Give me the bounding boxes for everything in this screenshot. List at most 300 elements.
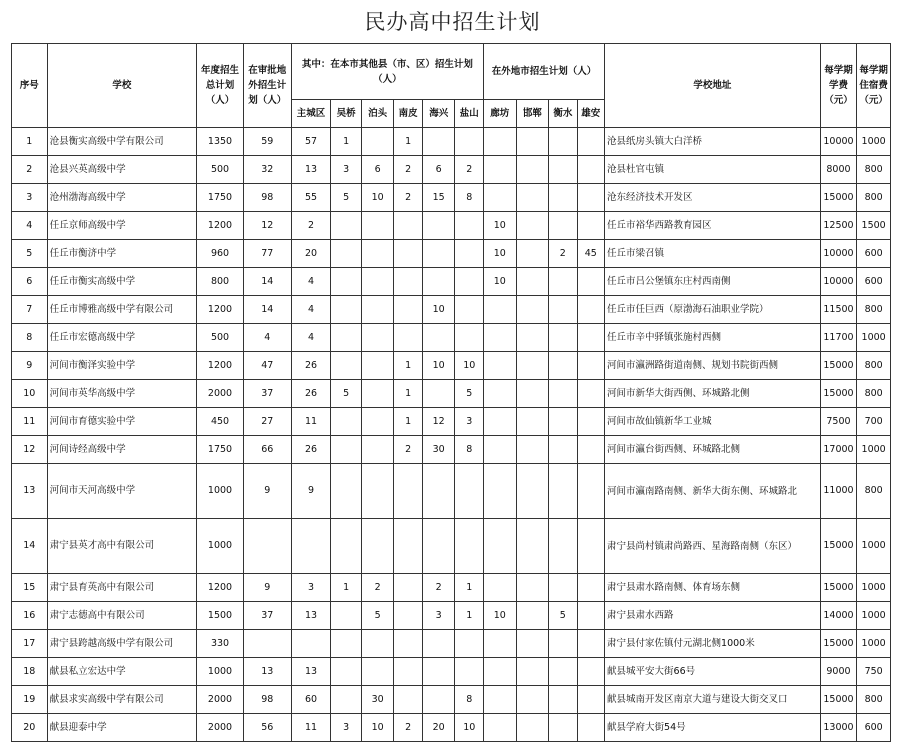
- region-count: [394, 686, 422, 714]
- header-other-city-group: 在外地市招生计划（人）: [484, 44, 605, 100]
- row-index: 7: [12, 296, 48, 324]
- region-count: [549, 714, 577, 742]
- region-count: [422, 212, 455, 240]
- outside-plan: [243, 630, 291, 658]
- table-row: [12, 296, 891, 324]
- school-address: 肃宁县肃水西路: [605, 602, 821, 630]
- region-count: 13: [291, 156, 331, 184]
- table-row: [12, 464, 891, 519]
- outside-plan: 14: [243, 268, 291, 296]
- region-count: 2: [549, 240, 577, 268]
- region-count: 6: [422, 156, 455, 184]
- page-title: 民办高中招生计划: [364, 10, 541, 34]
- region-count: 2: [455, 156, 484, 184]
- outside-plan: 32: [243, 156, 291, 184]
- region-count: [549, 464, 577, 519]
- region-count: 10: [484, 268, 517, 296]
- region-count: 30: [422, 436, 455, 464]
- region-count: [577, 352, 604, 380]
- region-count: 10: [422, 352, 455, 380]
- row-index: 3: [12, 184, 48, 212]
- tuition-fee: 11000: [820, 464, 857, 519]
- region-count: 10: [361, 714, 394, 742]
- region-count: [331, 352, 362, 380]
- school-name: 献县迎泰中学: [47, 714, 197, 742]
- region-count: [516, 630, 549, 658]
- region-count: [549, 408, 577, 436]
- region-count: 10: [484, 602, 517, 630]
- table-row: [12, 519, 891, 574]
- school-address: 河间市瀛南路南侧、新华大街东侧、环城路北: [605, 464, 821, 519]
- region-count: [549, 268, 577, 296]
- region-count: 11: [291, 408, 331, 436]
- region-count: [361, 212, 394, 240]
- row-index: 9: [12, 352, 48, 380]
- region-count: [361, 268, 394, 296]
- region-count: [331, 408, 362, 436]
- region-count: [331, 324, 362, 352]
- region-count: [484, 436, 517, 464]
- row-index: 10: [12, 380, 48, 408]
- outside-plan: 56: [243, 714, 291, 742]
- annual-plan: 1500: [197, 602, 244, 630]
- annual-plan: 1200: [197, 574, 244, 602]
- region-count: 3: [455, 408, 484, 436]
- region-count: [455, 128, 484, 156]
- row-index: 5: [12, 240, 48, 268]
- outside-plan: 4: [243, 324, 291, 352]
- table-row: [12, 184, 891, 212]
- region-count: [577, 268, 604, 296]
- header-region-8: 衡水: [549, 100, 577, 128]
- table-row: [12, 380, 891, 408]
- boarding-fee: 1000: [857, 436, 891, 464]
- annual-plan: 1750: [197, 184, 244, 212]
- tuition-fee: 10000: [820, 240, 857, 268]
- region-count: [577, 436, 604, 464]
- annual-plan: 1000: [197, 658, 244, 686]
- annual-plan: 330: [197, 630, 244, 658]
- row-index: 2: [12, 156, 48, 184]
- region-count: [577, 296, 604, 324]
- region-count: 5: [331, 184, 362, 212]
- region-count: [516, 714, 549, 742]
- header-region-7: 邯郸: [516, 100, 549, 128]
- region-count: [549, 296, 577, 324]
- region-count: [331, 296, 362, 324]
- region-count: [549, 630, 577, 658]
- region-count: [361, 324, 394, 352]
- outside-plan: 98: [243, 184, 291, 212]
- tuition-fee: 15000: [820, 574, 857, 602]
- region-count: 57: [291, 128, 331, 156]
- region-count: [455, 240, 484, 268]
- header-region-9: 雄安: [577, 100, 604, 128]
- region-count: 26: [291, 380, 331, 408]
- region-count: [516, 128, 549, 156]
- header-index: 序号: [12, 44, 48, 128]
- boarding-fee: 600: [857, 714, 891, 742]
- region-count: 1: [394, 128, 422, 156]
- region-count: [577, 630, 604, 658]
- row-index: 1: [12, 128, 48, 156]
- table-row: [12, 630, 891, 658]
- annual-plan: 2000: [197, 686, 244, 714]
- table-row: [12, 686, 891, 714]
- boarding-fee: 1000: [857, 630, 891, 658]
- tuition-fee: 10000: [820, 268, 857, 296]
- region-count: [516, 602, 549, 630]
- region-count: [422, 519, 455, 574]
- region-count: 3: [291, 574, 331, 602]
- region-count: 1: [331, 128, 362, 156]
- boarding-fee: 800: [857, 380, 891, 408]
- region-count: [331, 519, 362, 574]
- region-count: 8: [455, 436, 484, 464]
- region-count: [331, 686, 362, 714]
- region-count: 5: [331, 380, 362, 408]
- region-count: 15: [422, 184, 455, 212]
- region-count: [549, 324, 577, 352]
- region-count: [516, 240, 549, 268]
- row-index: 12: [12, 436, 48, 464]
- tuition-fee: 12500: [820, 212, 857, 240]
- school-address: 沧县杜官屯镇: [605, 156, 821, 184]
- region-count: [516, 380, 549, 408]
- tuition-fee: 10000: [820, 128, 857, 156]
- boarding-fee: 700: [857, 408, 891, 436]
- table-row: [12, 352, 891, 380]
- tuition-fee: 15000: [820, 519, 857, 574]
- region-count: [577, 686, 604, 714]
- region-count: [577, 212, 604, 240]
- row-index: 15: [12, 574, 48, 602]
- header-boarding: 每学期住宿费（元）: [857, 44, 891, 128]
- region-count: 1: [455, 574, 484, 602]
- outside-plan: 9: [243, 464, 291, 519]
- region-count: [577, 380, 604, 408]
- region-count: [394, 240, 422, 268]
- region-count: 8: [455, 686, 484, 714]
- region-count: [577, 408, 604, 436]
- row-index: 4: [12, 212, 48, 240]
- region-count: 2: [394, 184, 422, 212]
- region-count: [331, 436, 362, 464]
- school-address: 献县城平安大街66号: [605, 658, 821, 686]
- region-count: 3: [331, 714, 362, 742]
- region-count: 2: [361, 574, 394, 602]
- row-index: 18: [12, 658, 48, 686]
- tuition-fee: 17000: [820, 436, 857, 464]
- header-region-5: 盐山: [455, 100, 484, 128]
- region-count: 20: [291, 240, 331, 268]
- region-count: [455, 296, 484, 324]
- header-region-2: 泊头: [361, 100, 394, 128]
- boarding-fee: 1000: [857, 574, 891, 602]
- school-name: 肃宁县跨越高级中学有限公司: [47, 630, 197, 658]
- region-count: 2: [394, 436, 422, 464]
- region-count: [516, 436, 549, 464]
- region-count: [394, 630, 422, 658]
- tuition-fee: 15000: [820, 352, 857, 380]
- region-count: 12: [422, 408, 455, 436]
- annual-plan: 1350: [197, 128, 244, 156]
- school-address: 献县城南开发区南京大道与建设大街交叉口: [605, 686, 821, 714]
- region-count: 2: [394, 156, 422, 184]
- row-index: 20: [12, 714, 48, 742]
- boarding-fee: 1000: [857, 128, 891, 156]
- annual-plan: 1750: [197, 436, 244, 464]
- region-count: [577, 714, 604, 742]
- outside-plan: 47: [243, 352, 291, 380]
- region-count: [484, 714, 517, 742]
- tuition-fee: 13000: [820, 714, 857, 742]
- school-address: 沧县纸房头镇大白洋桥: [605, 128, 821, 156]
- annual-plan: 2000: [197, 714, 244, 742]
- region-count: 45: [577, 240, 604, 268]
- region-count: [484, 408, 517, 436]
- school-name: 河间诗经高级中学: [47, 436, 197, 464]
- table-row: [12, 268, 891, 296]
- outside-plan: 37: [243, 380, 291, 408]
- region-count: [422, 128, 455, 156]
- region-count: 1: [331, 574, 362, 602]
- region-count: [516, 408, 549, 436]
- region-count: [484, 324, 517, 352]
- region-count: 4: [291, 324, 331, 352]
- outside-plan: 27: [243, 408, 291, 436]
- table-row: [12, 212, 891, 240]
- row-index: 11: [12, 408, 48, 436]
- school-name: 任丘市衡实高级中学: [47, 268, 197, 296]
- region-count: [484, 128, 517, 156]
- region-count: [394, 296, 422, 324]
- region-count: 1: [394, 408, 422, 436]
- header-outside-plan: 在审批地外招生计划（人）: [243, 44, 291, 128]
- region-count: [484, 380, 517, 408]
- region-count: [549, 658, 577, 686]
- region-count: [484, 574, 517, 602]
- school-address: 任丘市辛中驿镇张施村西侧: [605, 324, 821, 352]
- school-address: 河间市故仙镇新华工业城: [605, 408, 821, 436]
- region-count: [455, 519, 484, 574]
- tuition-fee: 14000: [820, 602, 857, 630]
- region-count: [455, 464, 484, 519]
- table-row: [12, 156, 891, 184]
- region-count: [484, 519, 517, 574]
- school-name: 沧州渤海高级中学: [47, 184, 197, 212]
- region-count: [577, 324, 604, 352]
- school-name: 任丘京师高级中学: [47, 212, 197, 240]
- tuition-fee: 7500: [820, 408, 857, 436]
- region-count: [394, 324, 422, 352]
- tuition-fee: 11500: [820, 296, 857, 324]
- annual-plan: 500: [197, 324, 244, 352]
- region-count: 60: [291, 686, 331, 714]
- region-count: 11: [291, 714, 331, 742]
- region-count: [422, 268, 455, 296]
- table-row: [12, 658, 891, 686]
- school-name: 河间市天河高级中学: [47, 464, 197, 519]
- outside-plan: 37: [243, 602, 291, 630]
- annual-plan: 960: [197, 240, 244, 268]
- annual-plan: 1000: [197, 519, 244, 574]
- region-count: [361, 630, 394, 658]
- region-count: [516, 519, 549, 574]
- header-region-4: 海兴: [422, 100, 455, 128]
- region-count: [422, 240, 455, 268]
- region-count: 13: [291, 658, 331, 686]
- school-name: 河间市英华高级中学: [47, 380, 197, 408]
- region-count: [516, 464, 549, 519]
- boarding-fee: 600: [857, 268, 891, 296]
- region-count: [422, 380, 455, 408]
- region-count: [577, 658, 604, 686]
- boarding-fee: 800: [857, 352, 891, 380]
- region-count: 4: [291, 268, 331, 296]
- header-annual-plan: 年度招生总计划（人）: [197, 44, 244, 128]
- region-count: [577, 184, 604, 212]
- region-count: [331, 464, 362, 519]
- annual-plan: 800: [197, 268, 244, 296]
- header-address: 学校地址: [605, 44, 821, 128]
- region-count: [484, 686, 517, 714]
- boarding-fee: 1000: [857, 324, 891, 352]
- region-count: [484, 296, 517, 324]
- region-count: [394, 658, 422, 686]
- outside-plan: 98: [243, 686, 291, 714]
- boarding-fee: 1500: [857, 212, 891, 240]
- region-count: [331, 212, 362, 240]
- row-index: 16: [12, 602, 48, 630]
- region-count: [455, 324, 484, 352]
- boarding-fee: 800: [857, 686, 891, 714]
- region-count: [394, 464, 422, 519]
- region-count: [361, 408, 394, 436]
- region-count: [291, 519, 331, 574]
- table-row: [12, 574, 891, 602]
- school-name: 肃宁县育英高中有限公司: [47, 574, 197, 602]
- school-name: 肃宁志德高中有限公司: [47, 602, 197, 630]
- outside-plan: 9: [243, 574, 291, 602]
- outside-plan: [243, 519, 291, 574]
- region-count: [361, 240, 394, 268]
- region-count: [516, 296, 549, 324]
- school-name: 献县求实高级中学有限公司: [47, 686, 197, 714]
- region-count: 8: [455, 184, 484, 212]
- region-count: [394, 574, 422, 602]
- region-count: [516, 324, 549, 352]
- region-count: [455, 630, 484, 658]
- region-count: [331, 268, 362, 296]
- row-index: 6: [12, 268, 48, 296]
- region-count: [291, 630, 331, 658]
- row-index: 8: [12, 324, 48, 352]
- region-count: [455, 658, 484, 686]
- region-count: [516, 352, 549, 380]
- region-count: [331, 602, 362, 630]
- boarding-fee: 800: [857, 296, 891, 324]
- school-name: 任丘市博雅高级中学有限公司: [47, 296, 197, 324]
- region-count: 26: [291, 352, 331, 380]
- region-count: [549, 436, 577, 464]
- region-count: [422, 658, 455, 686]
- region-count: 5: [455, 380, 484, 408]
- tuition-fee: 15000: [820, 630, 857, 658]
- region-count: [577, 156, 604, 184]
- annual-plan: 1200: [197, 296, 244, 324]
- region-count: [549, 212, 577, 240]
- outside-plan: 77: [243, 240, 291, 268]
- region-count: [484, 464, 517, 519]
- region-count: [455, 212, 484, 240]
- row-index: 17: [12, 630, 48, 658]
- region-count: [361, 352, 394, 380]
- region-count: [455, 268, 484, 296]
- region-count: [361, 296, 394, 324]
- region-count: [484, 630, 517, 658]
- header-school: 学校: [47, 44, 197, 128]
- tuition-fee: 11700: [820, 324, 857, 352]
- school-name: 肃宁县英才高中有限公司: [47, 519, 197, 574]
- region-count: [549, 519, 577, 574]
- outside-plan: 66: [243, 436, 291, 464]
- region-count: [331, 630, 362, 658]
- table-row: [12, 602, 891, 630]
- region-count: 4: [291, 296, 331, 324]
- region-count: [549, 380, 577, 408]
- region-count: 10: [484, 240, 517, 268]
- region-count: [577, 464, 604, 519]
- region-count: [549, 128, 577, 156]
- annual-plan: 1200: [197, 352, 244, 380]
- school-name: 河间市育德实验中学: [47, 408, 197, 436]
- region-count: [331, 240, 362, 268]
- row-index: 19: [12, 686, 48, 714]
- region-count: [577, 574, 604, 602]
- school-address: 肃宁县尚村镇肃尚路西、星海路南侧（东区）: [605, 519, 821, 574]
- boarding-fee: 800: [857, 464, 891, 519]
- table-row: [12, 240, 891, 268]
- region-count: [577, 519, 604, 574]
- region-count: 1: [394, 352, 422, 380]
- region-count: [516, 658, 549, 686]
- annual-plan: 450: [197, 408, 244, 436]
- region-count: [516, 268, 549, 296]
- annual-plan: 2000: [197, 380, 244, 408]
- region-count: [361, 658, 394, 686]
- region-count: [484, 184, 517, 212]
- region-count: 5: [361, 602, 394, 630]
- school-address: 任丘市吕公堡镇东庄村西南侧: [605, 268, 821, 296]
- annual-plan: 1000: [197, 464, 244, 519]
- region-count: 10: [361, 184, 394, 212]
- outside-plan: 14: [243, 296, 291, 324]
- region-count: [361, 128, 394, 156]
- boarding-fee: 800: [857, 156, 891, 184]
- annual-plan: 500: [197, 156, 244, 184]
- region-count: [516, 574, 549, 602]
- region-count: [361, 464, 394, 519]
- table-row: [12, 714, 891, 742]
- region-count: 10: [455, 714, 484, 742]
- school-address: 任丘市任巨西（原渤海石油职业学院）: [605, 296, 821, 324]
- school-address: 河间市瀛台街西侧、环城路北侧: [605, 436, 821, 464]
- region-count: 5: [549, 602, 577, 630]
- region-count: 6: [361, 156, 394, 184]
- region-count: [516, 686, 549, 714]
- region-count: [484, 352, 517, 380]
